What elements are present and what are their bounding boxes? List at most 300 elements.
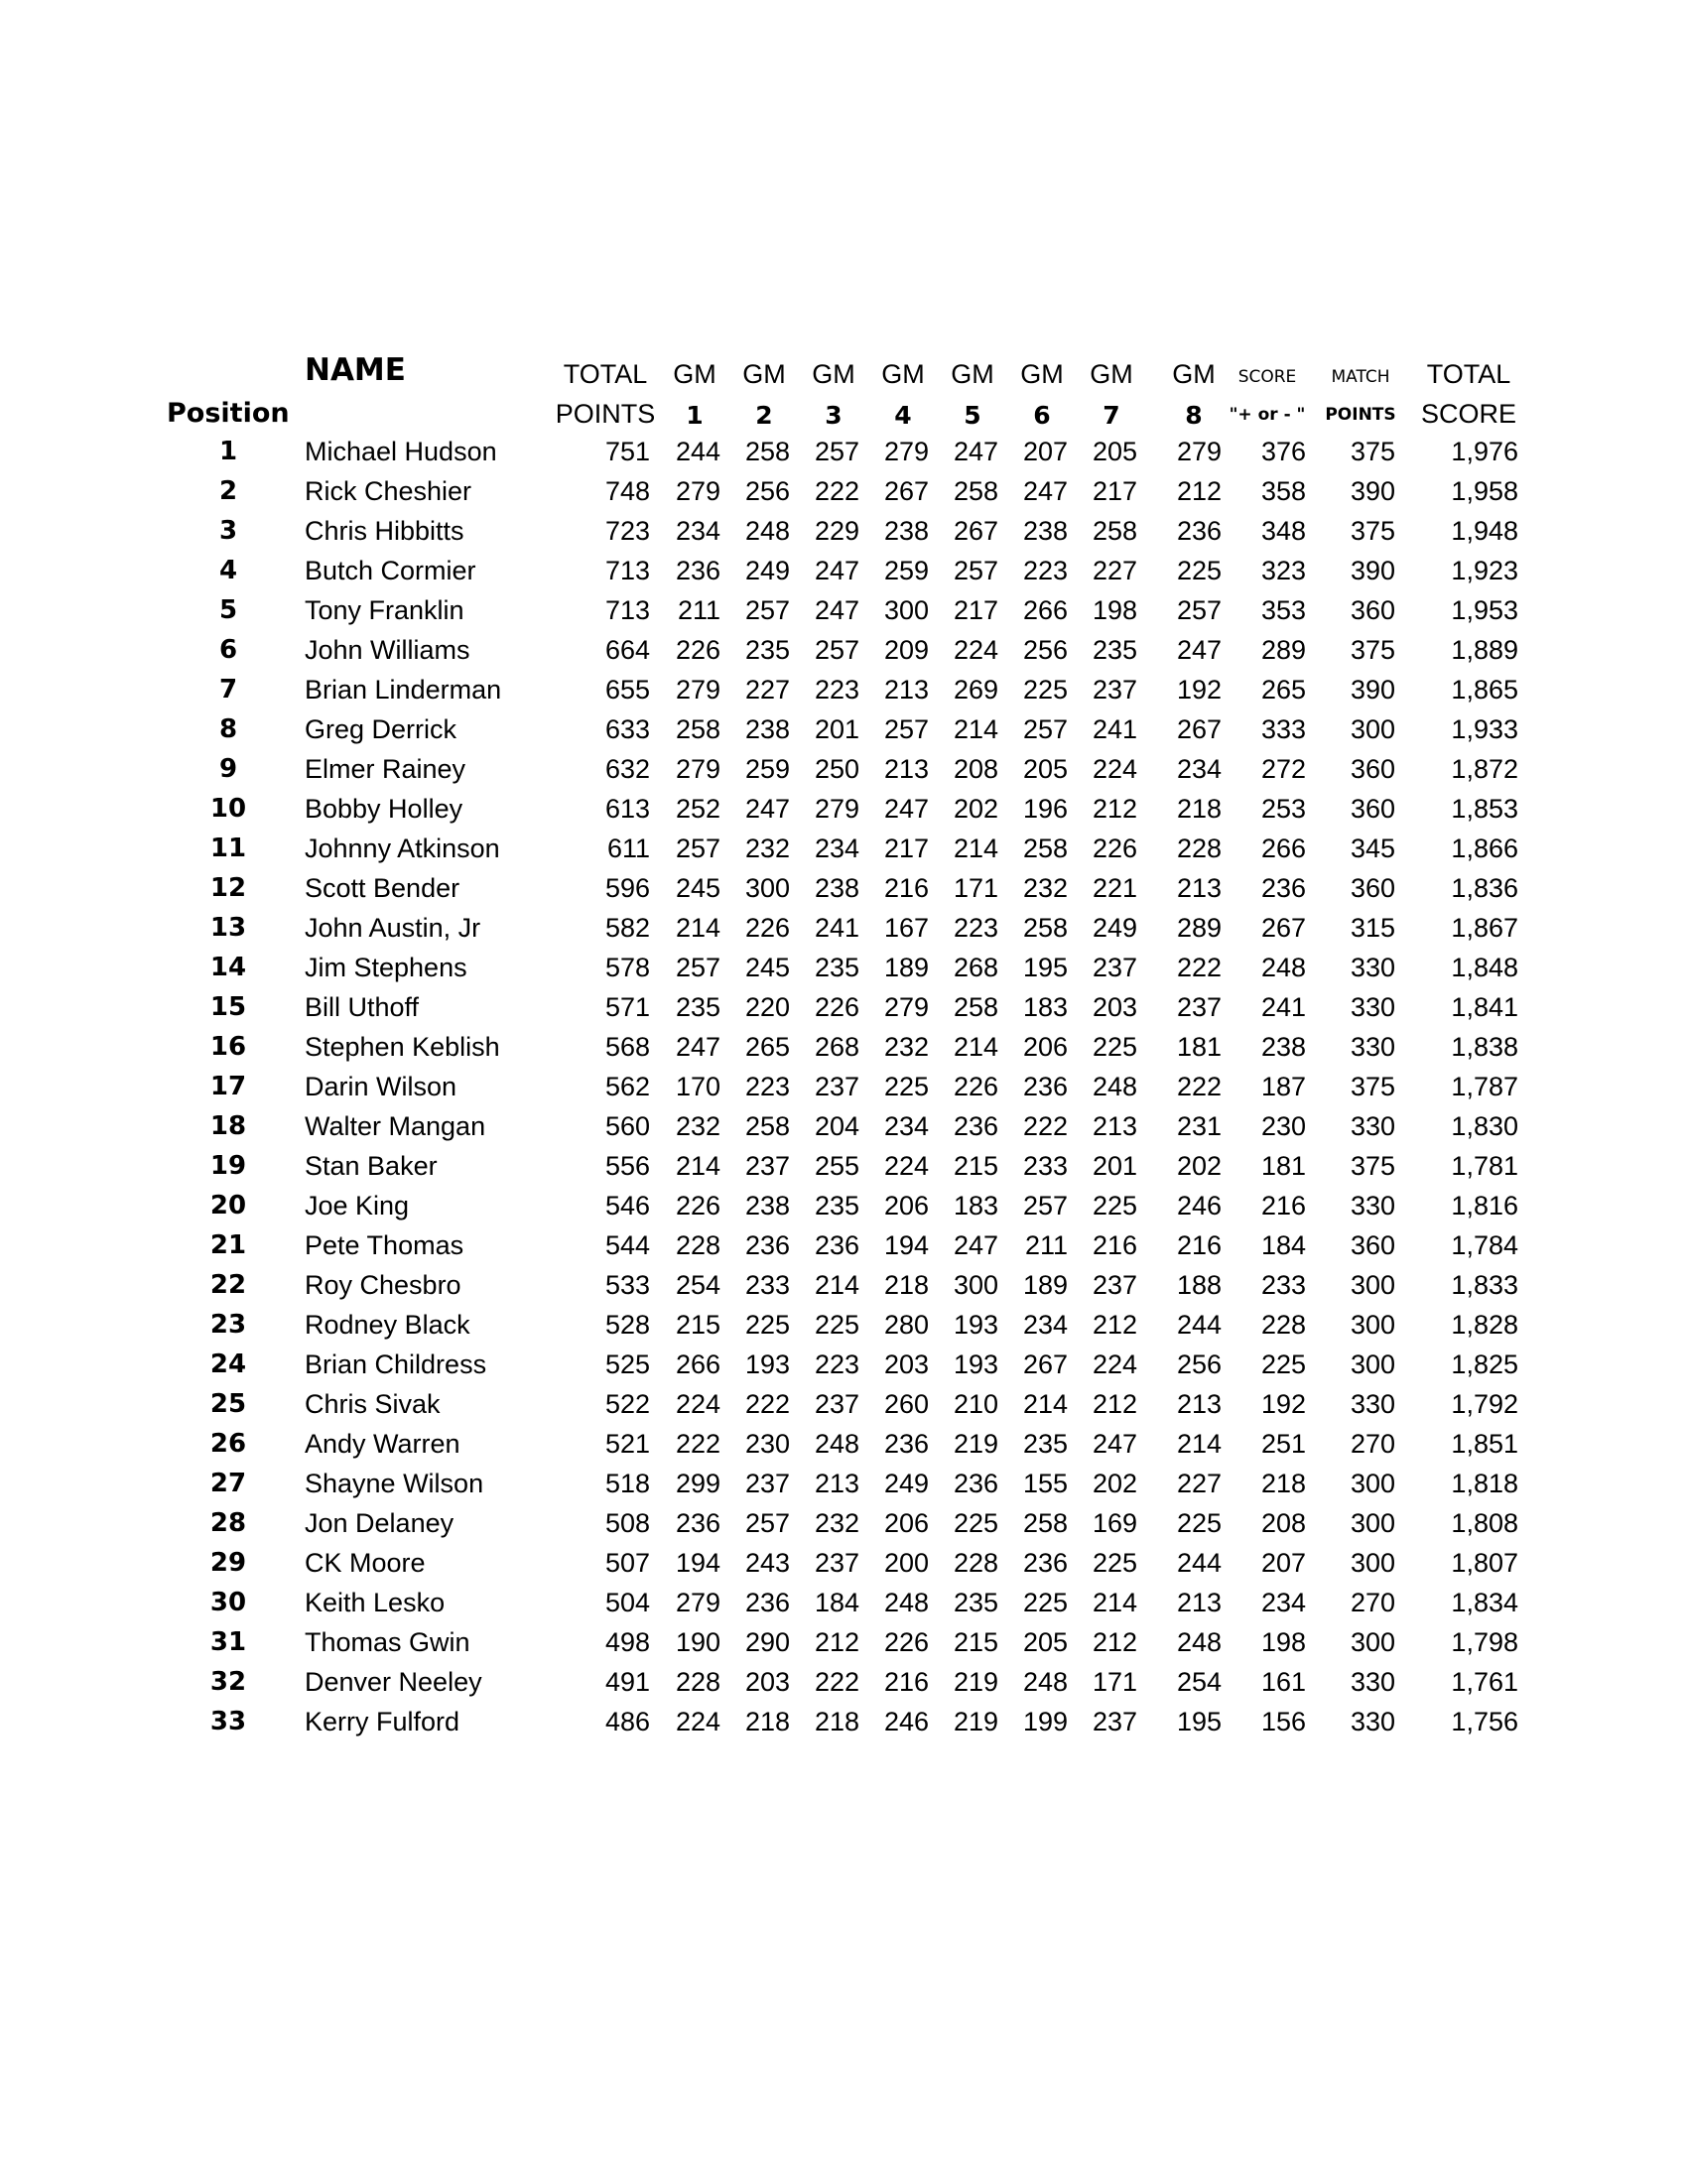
total-score-cell: 1,781 — [1451, 1151, 1518, 1181]
game-2-cell: 225 — [744, 1310, 790, 1340]
table-row — [0, 1305, 1687, 1345]
game-2-cell: 300 — [744, 873, 790, 903]
match-points-cell: 375 — [1350, 437, 1395, 466]
game-8-cell: 218 — [1176, 794, 1222, 824]
name-cell: Roy Chesbro — [305, 1270, 461, 1300]
game-6-cell: 236 — [1022, 1548, 1068, 1578]
total-score-cell: 1,853 — [1451, 794, 1518, 824]
name-cell: John Austin, Jr — [305, 913, 481, 943]
game-3-cell: 268 — [814, 1032, 859, 1062]
header-gm-6: GM — [1020, 359, 1064, 389]
score-cell: 323 — [1260, 556, 1306, 585]
game-5-cell: 258 — [953, 992, 998, 1022]
match-points-cell: 330 — [1350, 992, 1395, 1022]
game-2-cell: 247 — [744, 794, 790, 824]
game-5-cell: 217 — [953, 595, 998, 625]
table-row — [0, 987, 1687, 1027]
position-cell: 20 — [209, 1191, 247, 1220]
total-score-cell: 1,761 — [1451, 1667, 1518, 1697]
game-7-cell: 227 — [1092, 556, 1137, 585]
game-5-cell: 268 — [953, 953, 998, 982]
game-2-cell: 193 — [744, 1349, 790, 1379]
game-4-cell: 257 — [883, 714, 929, 744]
name-cell: Darin Wilson — [305, 1072, 457, 1101]
game-4-cell: 218 — [883, 1270, 929, 1300]
position-cell: 15 — [209, 992, 247, 1022]
game-7-cell: 247 — [1092, 1429, 1137, 1459]
position-cell: 18 — [209, 1111, 247, 1141]
table-row — [0, 471, 1687, 511]
score-cell: 228 — [1260, 1310, 1306, 1340]
game-2-cell: 236 — [744, 1230, 790, 1260]
header-game-number-8: 8 — [1185, 401, 1203, 430]
game-7-cell: 241 — [1092, 714, 1137, 744]
position-cell: 3 — [218, 516, 238, 546]
match-points-cell: 360 — [1350, 794, 1395, 824]
score-cell: 181 — [1260, 1151, 1306, 1181]
match-points-cell: 300 — [1350, 1627, 1395, 1657]
total-points-cell: 522 — [604, 1389, 650, 1419]
game-4-cell: 216 — [883, 873, 929, 903]
total-points-cell: 521 — [604, 1429, 650, 1459]
table-row — [0, 1503, 1687, 1543]
game-4-cell: 194 — [883, 1230, 929, 1260]
total-score-cell: 1,833 — [1451, 1270, 1518, 1300]
name-cell: Johnny Atkinson — [305, 834, 500, 863]
game-6-cell: 258 — [1022, 834, 1068, 863]
game-2-cell: 237 — [744, 1151, 790, 1181]
game-5-cell: 214 — [953, 834, 998, 863]
position-cell: 25 — [209, 1389, 247, 1419]
game-8-cell: 228 — [1176, 834, 1222, 863]
header-total-points-top: TOTAL — [563, 359, 648, 389]
match-points-cell: 330 — [1350, 1032, 1395, 1062]
name-cell: Keith Lesko — [305, 1588, 446, 1617]
game-6-cell: 196 — [1022, 794, 1068, 824]
game-7-cell: 225 — [1092, 1548, 1137, 1578]
total-points-cell: 560 — [604, 1111, 650, 1141]
game-1-cell: 279 — [675, 1588, 720, 1617]
game-3-cell: 213 — [814, 1469, 859, 1498]
game-1-cell: 252 — [675, 794, 720, 824]
position-cell: 26 — [209, 1429, 247, 1459]
game-1-cell: 266 — [675, 1349, 720, 1379]
header-score-top: SCORE — [1237, 367, 1297, 387]
game-6-cell: 211 — [1024, 1230, 1068, 1260]
game-5-cell: 214 — [953, 1032, 998, 1062]
match-points-cell: 390 — [1350, 675, 1395, 705]
position-cell: 8 — [218, 714, 238, 744]
total-score-cell: 1,756 — [1451, 1707, 1518, 1736]
header-gm-5: GM — [951, 359, 994, 389]
header-game-number-6: 6 — [1033, 401, 1051, 430]
score-cell: 230 — [1260, 1111, 1306, 1141]
match-points-cell: 270 — [1350, 1588, 1395, 1617]
game-5-cell: 208 — [953, 754, 998, 784]
score-cell: 358 — [1260, 476, 1306, 506]
game-8-cell: 222 — [1176, 1072, 1222, 1101]
header-total-score-bottom: SCORE — [1420, 399, 1517, 429]
game-2-cell: 257 — [744, 1508, 790, 1538]
position-cell: 22 — [209, 1270, 247, 1300]
table-row — [0, 1662, 1687, 1702]
table-row — [0, 630, 1687, 670]
score-cell: 253 — [1260, 794, 1306, 824]
game-5-cell: 235 — [953, 1588, 998, 1617]
total-points-cell: 562 — [604, 1072, 650, 1101]
total-points-cell: 611 — [606, 834, 650, 863]
game-7-cell: 212 — [1092, 1389, 1137, 1419]
game-8-cell: 202 — [1176, 1151, 1222, 1181]
game-7-cell: 198 — [1092, 595, 1137, 625]
game-1-cell: 224 — [675, 1707, 720, 1736]
position-cell: 17 — [209, 1072, 247, 1101]
name-cell: Jim Stephens — [305, 953, 467, 982]
total-points-cell: 748 — [604, 476, 650, 506]
total-points-cell: 525 — [604, 1349, 650, 1379]
game-2-cell: 236 — [744, 1588, 790, 1617]
game-3-cell: 247 — [814, 556, 859, 585]
score-cell: 187 — [1260, 1072, 1306, 1101]
game-1-cell: 279 — [675, 675, 720, 705]
game-7-cell: 224 — [1092, 1349, 1137, 1379]
header-score-bottom: "+ or - " — [1229, 405, 1306, 425]
game-3-cell: 241 — [814, 913, 859, 943]
game-8-cell: 216 — [1176, 1230, 1222, 1260]
total-score-cell: 1,828 — [1451, 1310, 1518, 1340]
game-2-cell: 237 — [744, 1469, 790, 1498]
game-1-cell: 247 — [675, 1032, 720, 1062]
game-5-cell: 269 — [953, 675, 998, 705]
total-score-cell: 1,889 — [1451, 635, 1518, 665]
game-1-cell: 257 — [675, 953, 720, 982]
game-8-cell: 188 — [1176, 1270, 1222, 1300]
game-5-cell: 226 — [953, 1072, 998, 1101]
game-2-cell: 248 — [744, 516, 790, 546]
game-5-cell: 247 — [953, 437, 998, 466]
header-total-score-top: TOTAL — [1426, 359, 1511, 389]
position-cell: 27 — [209, 1469, 247, 1498]
total-score-cell: 1,976 — [1451, 437, 1518, 466]
table-row — [0, 1225, 1687, 1265]
position-cell: 24 — [209, 1349, 247, 1379]
game-2-cell: 258 — [744, 437, 790, 466]
game-7-cell: 237 — [1092, 675, 1137, 705]
game-4-cell: 167 — [883, 913, 929, 943]
game-4-cell: 203 — [883, 1349, 929, 1379]
score-cell: 353 — [1260, 595, 1306, 625]
game-5-cell: 247 — [953, 1230, 998, 1260]
header-gm-2: GM — [742, 359, 786, 389]
score-cell: 207 — [1260, 1548, 1306, 1578]
score-cell: 218 — [1260, 1469, 1306, 1498]
game-3-cell: 238 — [814, 873, 859, 903]
match-points-cell: 300 — [1350, 1270, 1395, 1300]
table-row — [0, 1265, 1687, 1305]
game-2-cell: 227 — [744, 675, 790, 705]
game-8-cell: 248 — [1176, 1627, 1222, 1657]
header-position: Position — [167, 398, 290, 429]
game-2-cell: 233 — [744, 1270, 790, 1300]
game-6-cell: 233 — [1022, 1151, 1068, 1181]
total-score-cell: 1,865 — [1451, 675, 1518, 705]
total-points-cell: 613 — [604, 794, 650, 824]
name-cell: Jon Delaney — [305, 1508, 454, 1538]
game-3-cell: 232 — [814, 1508, 859, 1538]
table-row — [0, 709, 1687, 749]
game-8-cell: 236 — [1176, 516, 1222, 546]
game-7-cell: 213 — [1092, 1111, 1137, 1141]
game-2-cell: 203 — [744, 1667, 790, 1697]
header-game-number-7: 7 — [1103, 401, 1120, 430]
game-3-cell: 237 — [814, 1389, 859, 1419]
game-7-cell: 248 — [1092, 1072, 1137, 1101]
match-points-cell: 360 — [1350, 754, 1395, 784]
total-score-cell: 1,792 — [1451, 1389, 1518, 1419]
total-score-cell: 1,948 — [1451, 516, 1518, 546]
header-game-number-3: 3 — [825, 401, 843, 430]
match-points-cell: 375 — [1350, 516, 1395, 546]
game-2-cell: 223 — [744, 1072, 790, 1101]
total-points-cell: 528 — [604, 1310, 650, 1340]
game-6-cell: 155 — [1022, 1469, 1068, 1498]
match-points-cell: 330 — [1350, 1191, 1395, 1220]
game-4-cell: 225 — [883, 1072, 929, 1101]
game-7-cell: 171 — [1092, 1667, 1137, 1697]
game-3-cell: 237 — [814, 1548, 859, 1578]
game-1-cell: 236 — [675, 556, 720, 585]
name-cell: Chris Hibbitts — [305, 516, 464, 546]
position-cell: 10 — [209, 794, 247, 824]
name-cell: Thomas Gwin — [305, 1627, 470, 1657]
match-points-cell: 300 — [1350, 1310, 1395, 1340]
position-cell: 12 — [209, 873, 247, 903]
game-6-cell: 206 — [1022, 1032, 1068, 1062]
game-8-cell: 244 — [1176, 1548, 1222, 1578]
total-score-cell: 1,816 — [1451, 1191, 1518, 1220]
score-cell: 376 — [1260, 437, 1306, 466]
game-1-cell: 257 — [675, 834, 720, 863]
table-row — [0, 1464, 1687, 1503]
game-5-cell: 215 — [953, 1151, 998, 1181]
total-score-cell: 1,825 — [1451, 1349, 1518, 1379]
total-score-cell: 1,834 — [1451, 1588, 1518, 1617]
match-points-cell: 345 — [1350, 834, 1395, 863]
game-3-cell: 247 — [814, 595, 859, 625]
game-3-cell: 201 — [814, 714, 859, 744]
header-match-bottom: POINTS — [1325, 405, 1396, 425]
game-4-cell: 247 — [883, 794, 929, 824]
game-2-cell: 249 — [744, 556, 790, 585]
score-cell: 234 — [1260, 1588, 1306, 1617]
match-points-cell: 390 — [1350, 476, 1395, 506]
total-score-cell: 1,851 — [1451, 1429, 1518, 1459]
header-gm-4: GM — [881, 359, 925, 389]
name-cell: John Williams — [305, 635, 470, 665]
name-cell: Andy Warren — [305, 1429, 460, 1459]
game-5-cell: 171 — [953, 873, 998, 903]
name-cell: Chris Sivak — [305, 1389, 441, 1419]
game-2-cell: 220 — [744, 992, 790, 1022]
game-8-cell: 213 — [1176, 1389, 1222, 1419]
game-8-cell: 256 — [1176, 1349, 1222, 1379]
game-3-cell: 222 — [814, 1667, 859, 1697]
game-6-cell: 225 — [1022, 1588, 1068, 1617]
total-points-cell: 533 — [604, 1270, 650, 1300]
table-row — [0, 908, 1687, 948]
match-points-cell: 330 — [1350, 1707, 1395, 1736]
game-7-cell: 203 — [1092, 992, 1137, 1022]
table-row — [0, 511, 1687, 551]
game-7-cell: 214 — [1092, 1588, 1137, 1617]
game-7-cell: 202 — [1092, 1469, 1137, 1498]
game-5-cell: 214 — [953, 714, 998, 744]
name-cell: Pete Thomas — [305, 1230, 464, 1260]
position-cell: 5 — [218, 595, 238, 625]
name-cell: Stephen Keblish — [305, 1032, 500, 1062]
game-7-cell: 235 — [1092, 635, 1137, 665]
game-8-cell: 192 — [1176, 675, 1222, 705]
game-3-cell: 279 — [814, 794, 859, 824]
total-score-cell: 1,923 — [1451, 556, 1518, 585]
total-points-cell: 582 — [604, 913, 650, 943]
position-cell: 1 — [218, 437, 238, 466]
game-8-cell: 257 — [1176, 595, 1222, 625]
total-score-cell: 1,958 — [1451, 476, 1518, 506]
game-8-cell: 231 — [1176, 1111, 1222, 1141]
game-8-cell: 244 — [1176, 1310, 1222, 1340]
game-6-cell: 205 — [1022, 1627, 1068, 1657]
game-8-cell: 234 — [1176, 754, 1222, 784]
game-3-cell: 226 — [814, 992, 859, 1022]
game-3-cell: 235 — [814, 1191, 859, 1220]
table-row — [0, 1702, 1687, 1741]
game-7-cell: 249 — [1092, 913, 1137, 943]
match-points-cell: 315 — [1350, 913, 1395, 943]
game-5-cell: 193 — [953, 1310, 998, 1340]
game-1-cell: 228 — [675, 1667, 720, 1697]
score-cell: 156 — [1260, 1707, 1306, 1736]
game-8-cell: 213 — [1176, 873, 1222, 903]
game-6-cell: 195 — [1022, 953, 1068, 982]
position-cell: 4 — [218, 556, 238, 585]
game-5-cell: 223 — [953, 913, 998, 943]
score-cell: 198 — [1260, 1627, 1306, 1657]
total-points-cell: 504 — [604, 1588, 650, 1617]
total-points-cell: 633 — [604, 714, 650, 744]
match-points-cell: 375 — [1350, 635, 1395, 665]
match-points-cell: 360 — [1350, 873, 1395, 903]
game-8-cell: 267 — [1176, 714, 1222, 744]
table-row — [0, 1543, 1687, 1583]
match-points-cell: 360 — [1350, 1230, 1395, 1260]
game-7-cell: 237 — [1092, 953, 1137, 982]
position-cell: 11 — [209, 834, 247, 863]
game-2-cell: 290 — [744, 1627, 790, 1657]
total-score-cell: 1,933 — [1451, 714, 1518, 744]
total-points-cell: 578 — [604, 953, 650, 982]
game-3-cell: 218 — [814, 1707, 859, 1736]
header-match-top: MATCH — [1331, 367, 1390, 387]
game-6-cell: 236 — [1022, 1072, 1068, 1101]
total-score-cell: 1,838 — [1451, 1032, 1518, 1062]
game-6-cell: 223 — [1022, 556, 1068, 585]
game-1-cell: 194 — [675, 1548, 720, 1578]
position-cell: 13 — [209, 913, 247, 943]
game-7-cell: 226 — [1092, 834, 1137, 863]
game-1-cell: 279 — [675, 754, 720, 784]
game-6-cell: 257 — [1022, 1191, 1068, 1220]
game-3-cell: 214 — [814, 1270, 859, 1300]
match-points-cell: 270 — [1350, 1429, 1395, 1459]
game-7-cell: 212 — [1092, 1310, 1137, 1340]
total-score-cell: 1,787 — [1451, 1072, 1518, 1101]
score-cell: 348 — [1260, 516, 1306, 546]
game-1-cell: 244 — [675, 437, 720, 466]
game-4-cell: 224 — [883, 1151, 929, 1181]
game-6-cell: 189 — [1022, 1270, 1068, 1300]
game-7-cell: 224 — [1092, 754, 1137, 784]
game-5-cell: 267 — [953, 516, 998, 546]
total-score-cell: 1,830 — [1451, 1111, 1518, 1141]
game-2-cell: 265 — [744, 1032, 790, 1062]
game-2-cell: 245 — [744, 953, 790, 982]
total-score-cell: 1,798 — [1451, 1627, 1518, 1657]
game-5-cell: 219 — [953, 1707, 998, 1736]
game-3-cell: 257 — [814, 437, 859, 466]
game-3-cell: 204 — [814, 1111, 859, 1141]
game-1-cell: 211 — [677, 595, 720, 625]
total-points-cell: 713 — [604, 556, 650, 585]
name-cell: Walter Mangan — [305, 1111, 486, 1141]
game-1-cell: 190 — [675, 1627, 720, 1657]
game-6-cell: 258 — [1022, 1508, 1068, 1538]
total-points-cell: 486 — [604, 1707, 650, 1736]
game-3-cell: 236 — [814, 1230, 859, 1260]
game-7-cell: 212 — [1092, 1627, 1137, 1657]
table-row — [0, 1622, 1687, 1662]
match-points-cell: 360 — [1350, 595, 1395, 625]
total-score-cell: 1,807 — [1451, 1548, 1518, 1578]
table-row — [0, 789, 1687, 829]
game-5-cell: 236 — [953, 1111, 998, 1141]
score-cell: 251 — [1260, 1429, 1306, 1459]
game-8-cell: 213 — [1176, 1588, 1222, 1617]
game-2-cell: 243 — [744, 1548, 790, 1578]
game-1-cell: 222 — [675, 1429, 720, 1459]
header-gm-8: GM — [1172, 359, 1216, 389]
score-cell: 233 — [1260, 1270, 1306, 1300]
game-7-cell: 205 — [1092, 437, 1137, 466]
game-8-cell: 222 — [1176, 953, 1222, 982]
position-cell: 7 — [218, 675, 238, 705]
game-8-cell: 225 — [1176, 1508, 1222, 1538]
game-6-cell: 247 — [1022, 476, 1068, 506]
score-cell: 216 — [1260, 1191, 1306, 1220]
game-3-cell: 184 — [814, 1588, 859, 1617]
score-cell: 225 — [1260, 1349, 1306, 1379]
game-2-cell: 222 — [744, 1389, 790, 1419]
game-6-cell: 266 — [1022, 595, 1068, 625]
game-7-cell: 221 — [1092, 873, 1137, 903]
game-8-cell: 214 — [1176, 1429, 1222, 1459]
game-2-cell: 235 — [744, 635, 790, 665]
game-1-cell: 234 — [675, 516, 720, 546]
game-8-cell: 247 — [1176, 635, 1222, 665]
game-4-cell: 213 — [883, 754, 929, 784]
score-cell: 289 — [1260, 635, 1306, 665]
game-5-cell: 215 — [953, 1627, 998, 1657]
